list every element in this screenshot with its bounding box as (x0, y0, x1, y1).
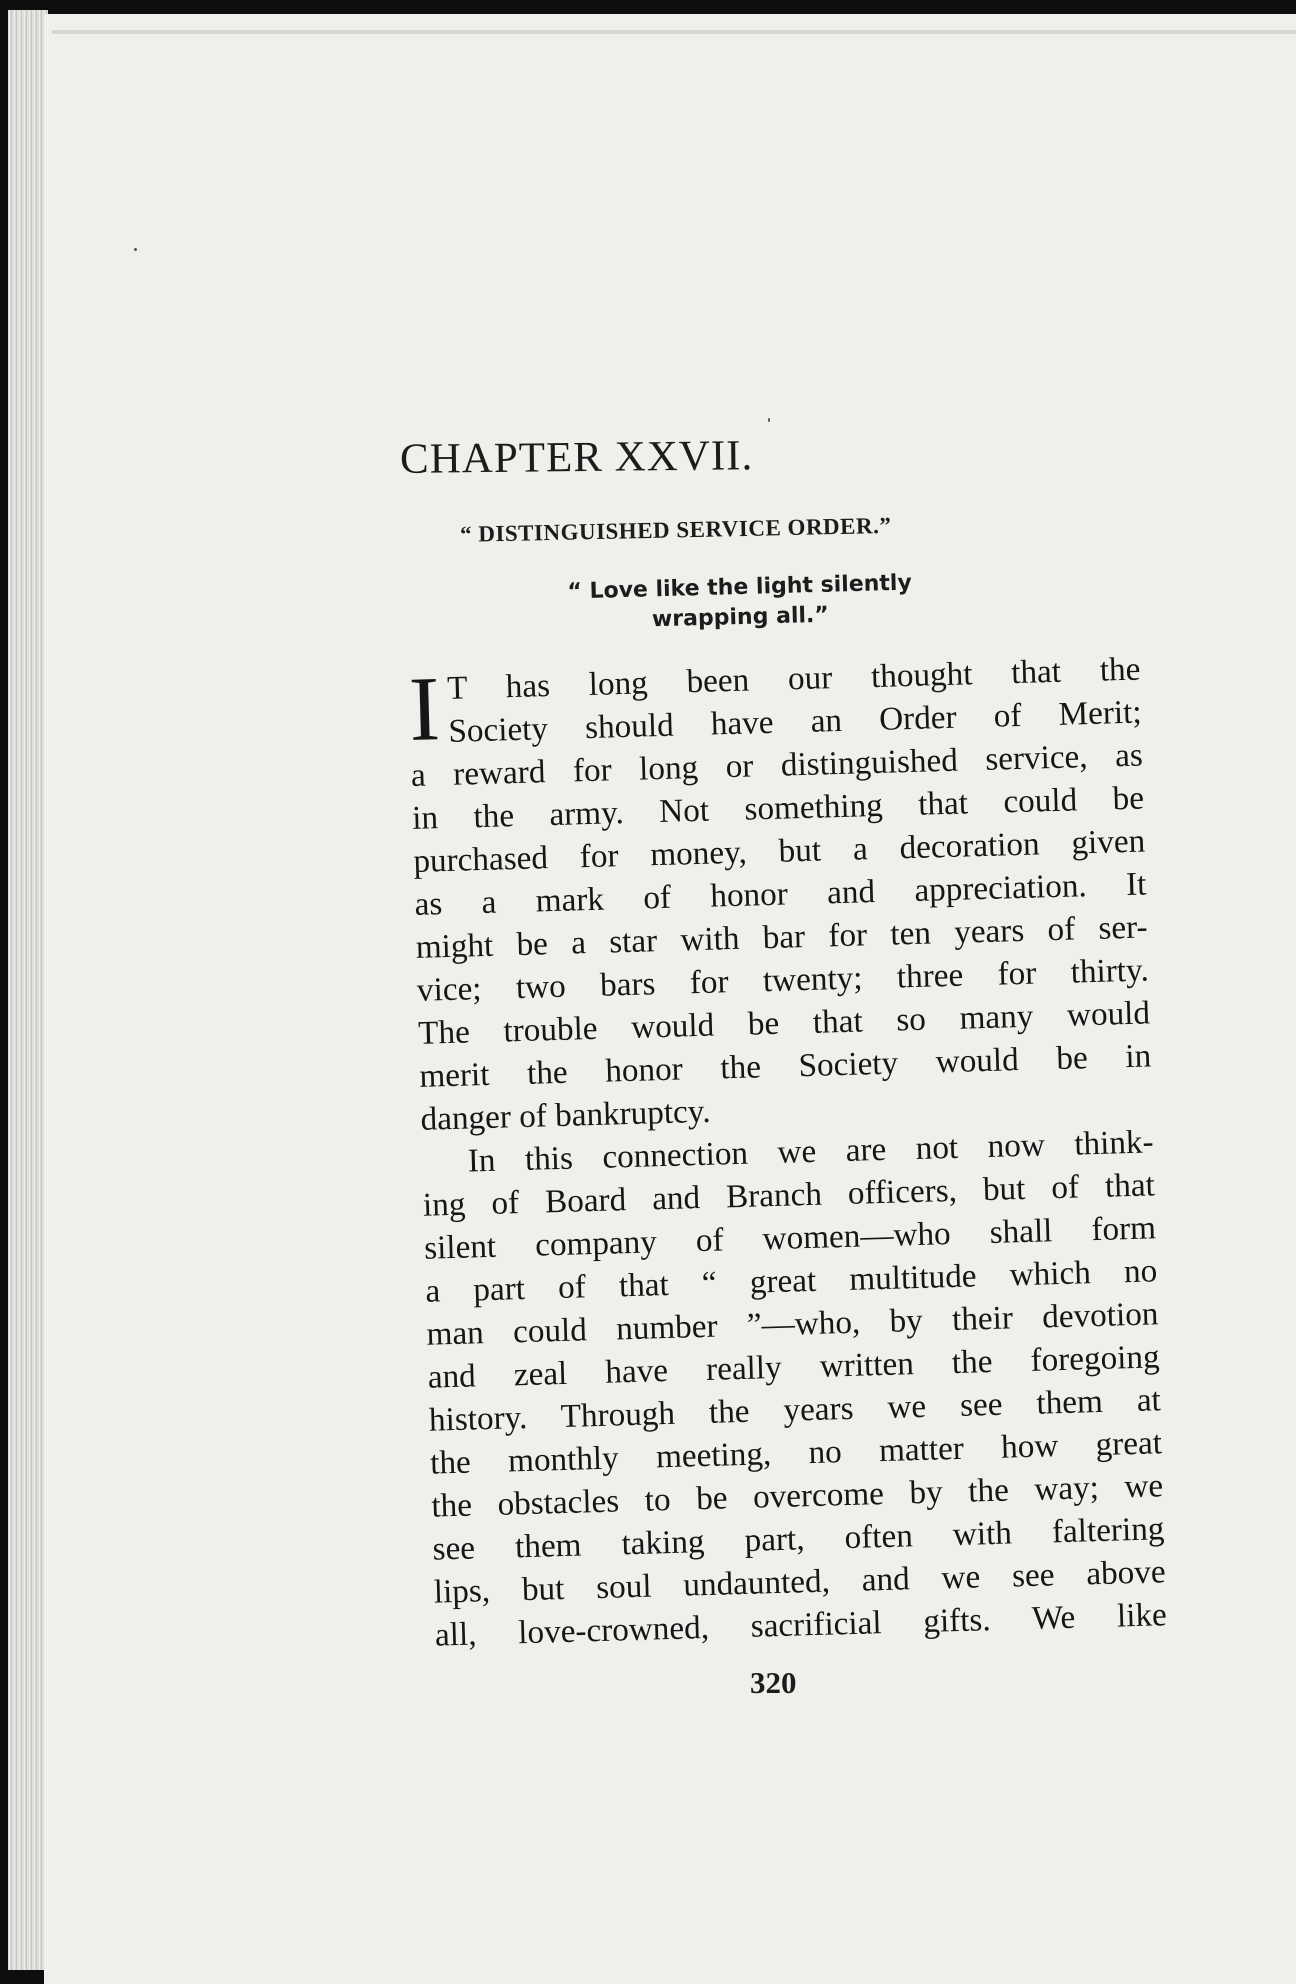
paragraph-2 (421, 1120, 1167, 1656)
paragraph-1 (408, 648, 1153, 1141)
text-line: a part of that “ great multitude which no (424, 1252, 1158, 1310)
drop-cap: I (407, 657, 442, 760)
chapter-body (408, 648, 1167, 1657)
chapter-heading: CHAPTER XXVII. (399, 432, 754, 483)
text-line: silent company of women—who shall form (423, 1209, 1157, 1267)
print-speck (768, 418, 770, 422)
text-line: all, love-crowned, sacrificial gifts. We like (434, 1596, 1168, 1654)
text-line: history. Through the years we see them at (428, 1381, 1162, 1439)
text-line: purchased for money, but a decoration given (412, 822, 1146, 880)
text-line: see them taking part, often with faltering (432, 1510, 1165, 1568)
text-line: a reward for long or distinguished service, as (410, 736, 1144, 794)
text-line: man could number ”—who, by their devotion (426, 1295, 1159, 1353)
text-line: The trouble would be that so many would (417, 994, 1151, 1052)
book-page-edges (8, 10, 48, 1970)
text-line: danger of bankruptcy. (420, 1092, 711, 1138)
text-line: as a mark of honor and appreciation. It (414, 865, 1147, 923)
text-line: might be a star with bar for ten years of ser- (415, 908, 1149, 966)
text-line: lips, but soul undaunted, and we see above (433, 1553, 1167, 1611)
epigraph-line: “ Love like the light silently (567, 570, 913, 605)
epigraph-line: wrapping all.” (651, 602, 830, 633)
epigraph (529, 568, 950, 639)
text-line: and zeal have really written the foregoing (427, 1338, 1161, 1396)
page-number: 320 (750, 1665, 797, 1700)
text-line: ing of Board and Branch officers, but of that (422, 1166, 1156, 1224)
text-line: merit the honor the Society would be in (418, 1037, 1152, 1095)
text-line: In this connection we are not now think- (467, 1123, 1155, 1180)
page-top-edge (52, 30, 1296, 34)
text-line: the monthly meeting, no matter how great (429, 1424, 1163, 1482)
chapter-subtitle: “ DISTINGUISHED SERVICE ORDER.” (459, 512, 892, 547)
text-line: T has long been our thought that the (446, 650, 1141, 707)
text-line: in the army. Not something that could be (411, 779, 1145, 837)
text-line: vice; two bars for twenty; three for thirty. (416, 951, 1150, 1009)
text-line: the obstacles to be overcome by the way; we (430, 1467, 1164, 1525)
text-line: Society should have an Order of Merit; (447, 693, 1143, 750)
print-speck (134, 248, 137, 251)
